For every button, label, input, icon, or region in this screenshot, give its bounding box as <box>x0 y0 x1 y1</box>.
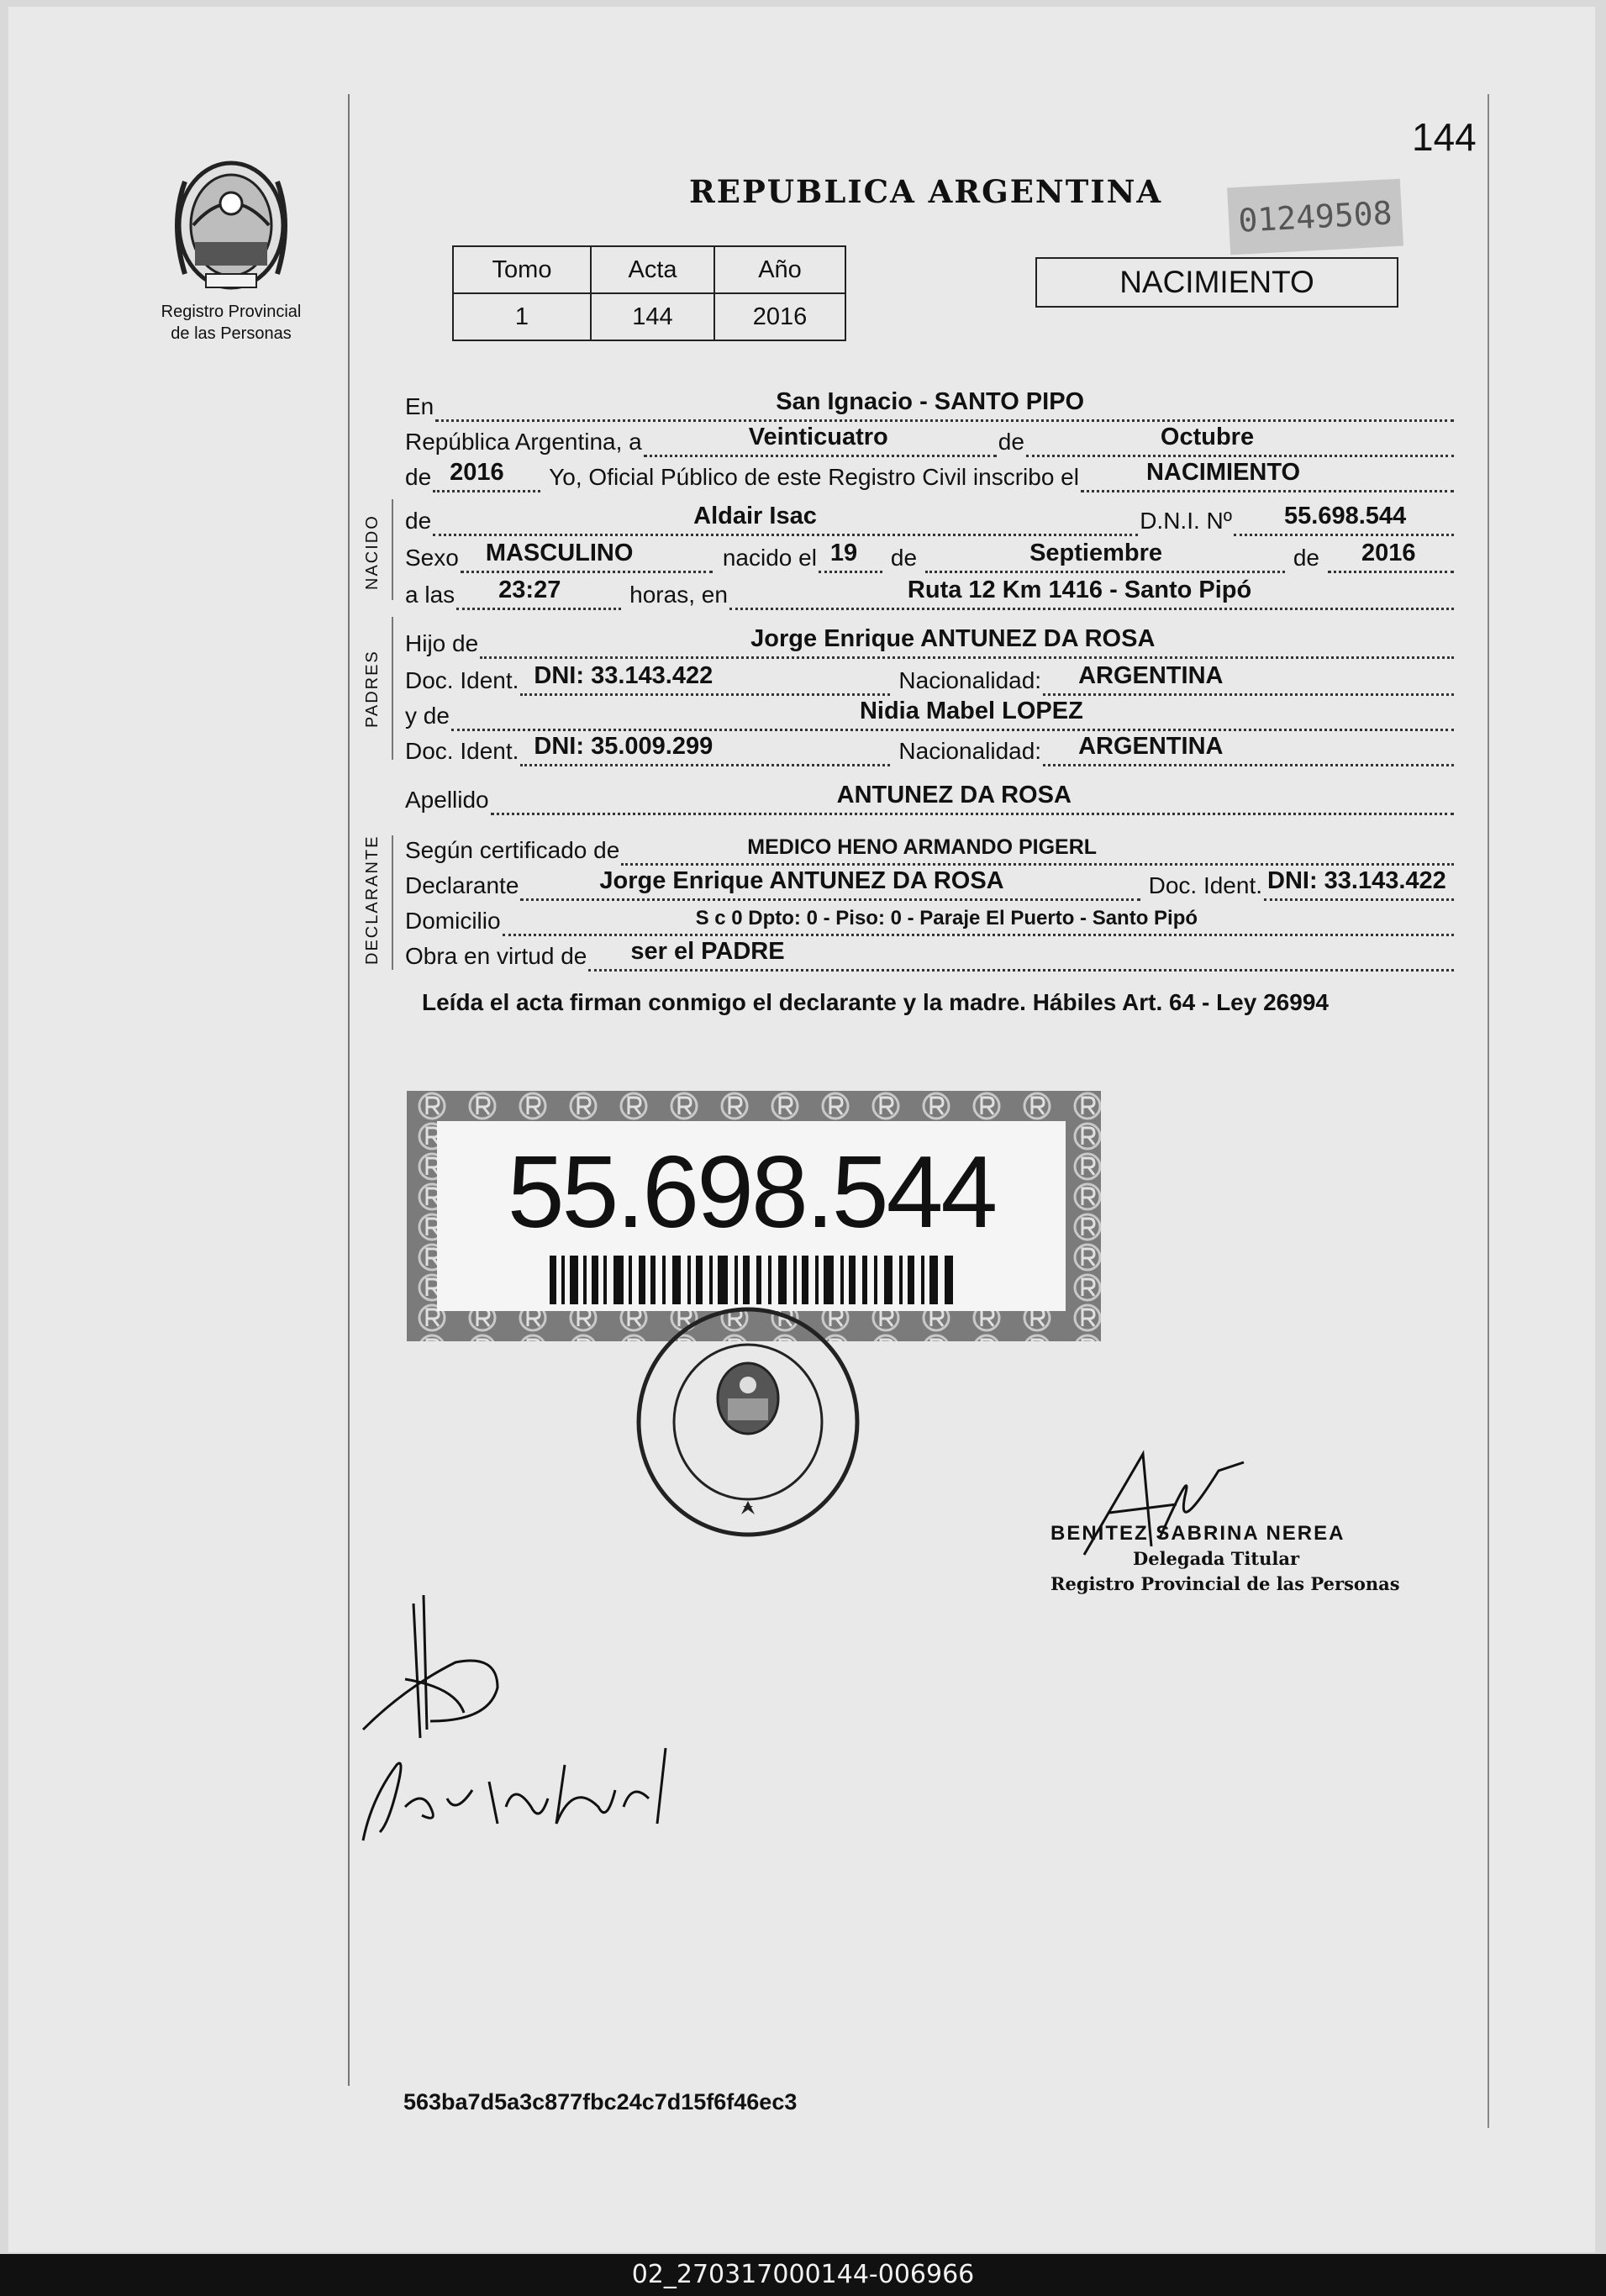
field-child-name <box>433 503 1138 536</box>
row-time <box>405 577 1456 610</box>
row-declarant <box>405 867 1456 901</box>
document-hash: 563ba7d5a3c877fbc24c7d15f6f46ec3 <box>403 2089 798 2114</box>
label-nacionalidad-father: Nacionalidad: <box>898 667 1042 693</box>
label-doc-ident-father: Doc. Ident. <box>405 667 519 693</box>
label-hijo-de: Hijo de <box>405 630 479 656</box>
field-mother-name <box>451 698 1454 731</box>
row-surname <box>405 782 1456 815</box>
closing-note: Leída el acta firman conmigo el declarante y la madre. Hábiles Art. 64 - Ley 26994 <box>422 989 1329 1015</box>
row-place <box>405 388 1456 422</box>
field-father-name <box>480 625 1454 659</box>
label-de-month: de <box>998 429 1024 455</box>
label-apellido: Apellido <box>405 787 489 813</box>
registry-caption <box>143 301 319 345</box>
field-address <box>503 908 1454 936</box>
value-sex: MASCULINO <box>485 540 634 566</box>
label-doc-ident-mother: Doc. Ident. <box>405 738 519 764</box>
official-seal-stamp <box>634 1304 862 1540</box>
row-sex <box>405 540 1456 573</box>
side-label-declarante: DECLARANTE <box>363 835 382 965</box>
value-address: S c 0 Dpto: 0 - Piso: 0 - Paraje El Puerto - Santo Pipó <box>695 907 1198 929</box>
register-header-row <box>453 246 845 293</box>
header-tomo: Tomo <box>453 246 591 293</box>
row-father-doc <box>405 662 1456 696</box>
registry-caption-line1: Registro Provincial <box>161 303 302 321</box>
label-sexo: Sexo <box>405 545 459 571</box>
value-tomo: 1 <box>453 293 591 340</box>
field-declarant <box>520 867 1140 901</box>
value-certificate: MEDICO HENO ARMANDO PIGERL <box>747 835 1098 859</box>
nacido-bracket <box>392 499 393 600</box>
value-year: 2016 <box>450 459 504 486</box>
register-value-row <box>453 293 845 340</box>
right-margin-line <box>1488 94 1489 2128</box>
value-father-name: Jorge Enrique ANTUNEZ DA ROSA <box>750 625 1156 652</box>
value-declarant-doc: DNI: 33.143.422 <box>1267 867 1446 894</box>
value-surname: ANTUNEZ DA ROSA <box>836 782 1072 808</box>
row-address <box>405 906 1456 936</box>
barcode <box>550 1256 953 1304</box>
field-father-doc <box>520 662 890 696</box>
field-surname <box>491 782 1454 815</box>
value-child-dni: 55.698.544 <box>1284 503 1407 529</box>
label-de-birth-month: de <box>890 545 918 571</box>
value-child-name: Aldair Isac <box>693 503 817 529</box>
province-coat-of-arms-logo <box>160 148 303 296</box>
label-doc-ident-declarant: Doc. Ident. <box>1148 872 1262 898</box>
field-certificate <box>621 835 1454 866</box>
value-mother-nationality: ARGENTINA <box>1078 733 1224 760</box>
field-child-dni <box>1234 503 1454 536</box>
field-birth-time <box>456 577 621 610</box>
label-de-child: de <box>405 508 432 534</box>
official-name: BENITEZ SABRINA NEREA <box>1050 1522 1345 1545</box>
official-office: Registro Provincial de las Personas <box>1050 1573 1400 1594</box>
label-nacido-el: nacido el <box>722 545 817 571</box>
field-sex <box>461 540 713 573</box>
label-de-year: de <box>405 464 432 490</box>
side-label-padres: PADRES <box>363 650 382 728</box>
mother-signature <box>346 1731 699 1849</box>
official-block <box>1050 1521 1403 1597</box>
value-birth-place: Ruta 12 Km 1416 - Santo Pipó <box>907 577 1252 603</box>
label-yo-oficial: Yo, Oficial Público de este Registro Civil inscribo el <box>549 464 1079 490</box>
value-birth-day: 19 <box>829 540 858 566</box>
value-month: Octubre <box>1160 424 1255 450</box>
value-capacity: ser el PADRE <box>630 938 785 965</box>
label-y-de: y de <box>405 703 450 729</box>
declarante-bracket <box>392 835 393 970</box>
label-a-las: a las <box>405 582 455 608</box>
serial-number-stamp: 01249508 <box>1227 179 1403 255</box>
act-type-box: NACIMIENTO <box>1035 257 1398 308</box>
padres-bracket <box>392 617 393 760</box>
field-place <box>435 388 1454 422</box>
label-republica: República Argentina, a <box>405 429 642 455</box>
row-mother <box>405 698 1456 731</box>
field-mother-nationality <box>1043 733 1454 766</box>
value-anio: 2016 <box>714 293 845 340</box>
label-en: En <box>405 393 434 419</box>
value-birth-time: 23:27 <box>498 577 561 603</box>
registry-caption-line2: de las Personas <box>171 324 292 343</box>
field-birth-month <box>925 540 1285 573</box>
register-table <box>452 245 846 341</box>
label-nacionalidad-mother: Nacionalidad: <box>898 738 1042 764</box>
value-acta: 144 <box>591 293 714 340</box>
row-year <box>405 459 1456 492</box>
value-act-kind: NACIMIENTO <box>1145 459 1301 486</box>
value-birth-year: 2016 <box>1361 540 1416 566</box>
field-father-nationality <box>1043 662 1454 696</box>
field-birth-year <box>1328 540 1454 573</box>
page-number: 144 <box>1412 115 1477 159</box>
label-declarante: Declarante <box>405 872 519 898</box>
value-father-nationality: ARGENTINA <box>1078 662 1224 689</box>
row-father <box>405 625 1456 659</box>
field-declarant-doc <box>1264 867 1454 901</box>
row-certificate <box>405 835 1456 866</box>
value-father-doc: DNI: 33.143.422 <box>534 662 713 689</box>
header-acta: Acta <box>591 246 714 293</box>
row-capacity <box>405 938 1456 972</box>
row-child <box>405 503 1456 536</box>
value-mother-doc: DNI: 35.009.299 <box>534 733 713 760</box>
label-obra: Obra en virtud de <box>405 943 587 969</box>
value-place: San Ignacio - SANTO PIPO <box>776 388 1085 415</box>
dni-number: 55.698.544 <box>507 1135 996 1249</box>
field-day <box>644 424 997 457</box>
field-capacity <box>588 938 1454 972</box>
label-de-birth-year: de <box>1293 545 1319 571</box>
label-horas-en: horas, en <box>629 582 728 608</box>
field-act-kind <box>1081 459 1454 492</box>
header-anio: Año <box>714 246 845 293</box>
label-dni: D.N.I. Nº <box>1140 508 1232 534</box>
field-birth-day <box>819 540 882 573</box>
field-mother-doc <box>520 733 890 766</box>
value-birth-month: Septiembre <box>1029 540 1163 566</box>
dni-label <box>437 1121 1066 1311</box>
row-date <box>405 424 1456 457</box>
document-title: REPUBLICA ARGENTINA <box>689 173 1163 210</box>
label-domicilio: Domicilio <box>405 908 501 934</box>
label-segun: Según certificado de <box>405 837 620 863</box>
value-declarant: Jorge Enrique ANTUNEZ DA ROSA <box>599 867 1004 894</box>
side-label-nacido: NACIDO <box>363 514 382 590</box>
field-birth-place <box>729 577 1454 610</box>
declarant-signature <box>355 1587 523 1755</box>
value-mother-name: Nidia Mabel LOPEZ <box>859 698 1083 724</box>
field-year <box>433 459 540 492</box>
row-mother-doc <box>405 733 1456 766</box>
field-month <box>1026 424 1454 457</box>
value-day-words: Veinticuatro <box>748 424 888 450</box>
official-role: Delegada Titular <box>1133 1548 1300 1569</box>
scan-footer: 02_270317000144-006966 <box>0 2254 1606 2296</box>
